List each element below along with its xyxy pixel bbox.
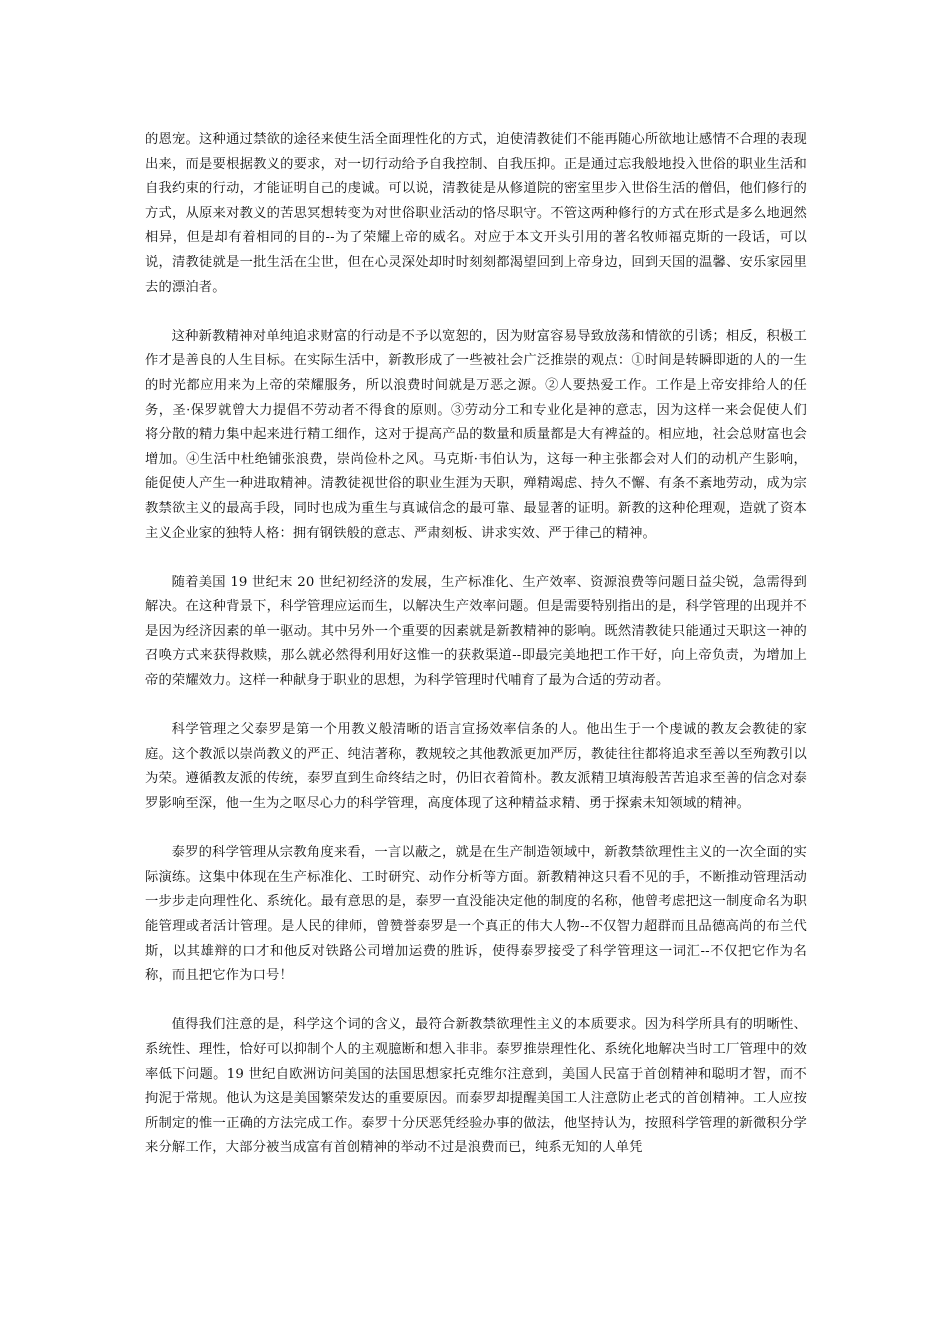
paragraph-taylor-background: 科学管理之父泰罗是第一个用教义般清晰的语言宣扬效率信条的人。他出生于一个虔诚的教友会教徒的家庭。这个教派以崇尚教义的严正、纯洁著称，教规较之其他教派更加严厉，教徒往往都将追求至善以至殉教引以为荣。遵循教友派的传统，泰罗直到生命终结之时，仍旧衣着简朴。教友派精卫填海般苦苦追求至善的信念对泰罗影响至深，他一生为之呕尽心力的科学管理，高度体现了这种精益求精、勇于探索未知领域的精神。 [145,722,807,812]
paragraph-taylor-rationalism: 泰罗的科学管理从宗教角度来看，一言以蔽之，就是在生产制造领域中，新教禁欲理性主义的一次全面的实际演练。这集中体现在生产标准化、工时研究、动作分析等方面。新教精神这只看不见的手，不断推动管理活动一步步走向理性化、系统化。最有意思的是，泰罗一直没能决定他的制度的名称，他曾考虑把这一制度命名为职能管理或者活计管理。是人民的律师，曾赞誉泰罗是一个真正的伟大人物--不仅智力超群而且品德高尚的布兰代斯，以其雄辩的口才和他反对铁路公司增加运费的胜诉，使得泰罗接受了科学管理这一词汇--不仅把它作为名称，而且把它作为口号！ [145,845,807,984]
document-page [145,128,807,1186]
paragraph-scientific-management-origin: 随着美国 19 世纪末 20 世纪初经济的发展，生产标准化、生产效率、资源浪费等问题日益尖锐，急需得到解决。在这种背景下，科学管理应运而生，以解决生产效率问题。但是需要特别指出的是，科学管理的出现并不是因为经济因素的单一驱动。其中另外一个重要的因素就是新教精神的影响。既然清教徒只能通过天职这一神的召唤方式来获得救赎，那么就必然得利用好这惟一的获救渠道--即最完美地把工作干好，向上帝负责，为增加上帝的荣耀效力。这样一种献身于职业的思想，为科学管理时代哺育了最为合适的劳动者。 [145,574,807,689]
paragraph-continuation: 的恩宠。这种通过禁欲的途径来使生活全面理性化的方式，迫使清教徒们不能再随心所欲地让感情不合理的表现出来，而是要根据教义的要求，对一切行动给予自我控制、自我压抑。正是通过忘我般地投入世俗的职业生活和自我约束的行动，才能证明自己的虔诚。可以说，清教徒是从修道院的密室里步入世俗生活的僧侣，他们修行的方式，从原来对教义的苦思冥想转变为对世俗职业活动的恪尽职守。不管这两种修行的方式在形式是多么地迥然相异，但是却有着相同的目的--为了荣耀上帝的威名。对应于本文开头引用的著名牧师福克斯的一段话，可以说，清教徒就是一批生活在尘世，但在心灵深处却时时刻刻都渴望回到上帝身边，回到天国的温馨、安乐家园里去的漂泊者。 [145,132,807,295]
paragraph-protestant-ethic: 这种新教精神对单纯追求财富的行动是不予以宽恕的，因为财富容易导致放荡和情欲的引诱；相反，积极工作才是善良的人生目标。在实际生活中，新教形成了一些被社会广泛推崇的观点：①时间是转瞬即逝的人的一生的时光都应用来为上帝的荣耀服务，所以浪费时间就是万恶之源。②人要热爱工作。工作是上帝安排给人的任务，圣·保罗就曾大力提倡不劳动者不得食的原则。③劳动分工和专业化是神的意志，因为这样一来会促使人们将分散的精力集中起来进行精工细作，这对于提高产品的数量和质量都是大有裨益的。相应地，社会总财富也会增加。④生活中杜绝铺张浪费，崇尚俭朴之风。马克斯·韦伯认为，这每一种主张都会对人们的动机产生影响，能促使人产生一种进取精神。清教徒视世俗的职业生涯为天职，殚精竭虑、持久不懈、有条不紊地劳动，成为宗教禁欲主义的最高手段，同时也成为重生与真诚信念的最可靠、最显著的证明。新教的这种伦理观，造就了资本主义企业家的独特人格：拥有钢铁般的意志、严肃刻板、讲求实效、严于律己的精神。 [145,328,807,541]
paragraph-science-meaning: 值得我们注意的是，科学这个词的含义，最符合新教禁欲理性主义的本质要求。因为科学所具有的明晰性、系统性、理性，恰好可以抑制个人的主观臆断和想入非非。泰罗推崇理性化、系统化地解决当时工厂管理中的效率低下问题。19 世纪自欧洲访问美国的法国思想家托克维尔注意到，美国人民富于首创精神和聪明才智，而不拘泥于常规。他认为这是美国繁荣发达的重要原因。而泰罗却提醒美国工人注意防止老式的首创精神。工人应按所制定的惟一正确的方法完成工作。泰罗十分厌恶凭经验办事的做法，他坚持认为，按照科学管理的新微积分学来分解工作，大部分被当成富有首创精神的举动不过是浪费而已，纯系无知的人单凭 [145,1017,807,1156]
